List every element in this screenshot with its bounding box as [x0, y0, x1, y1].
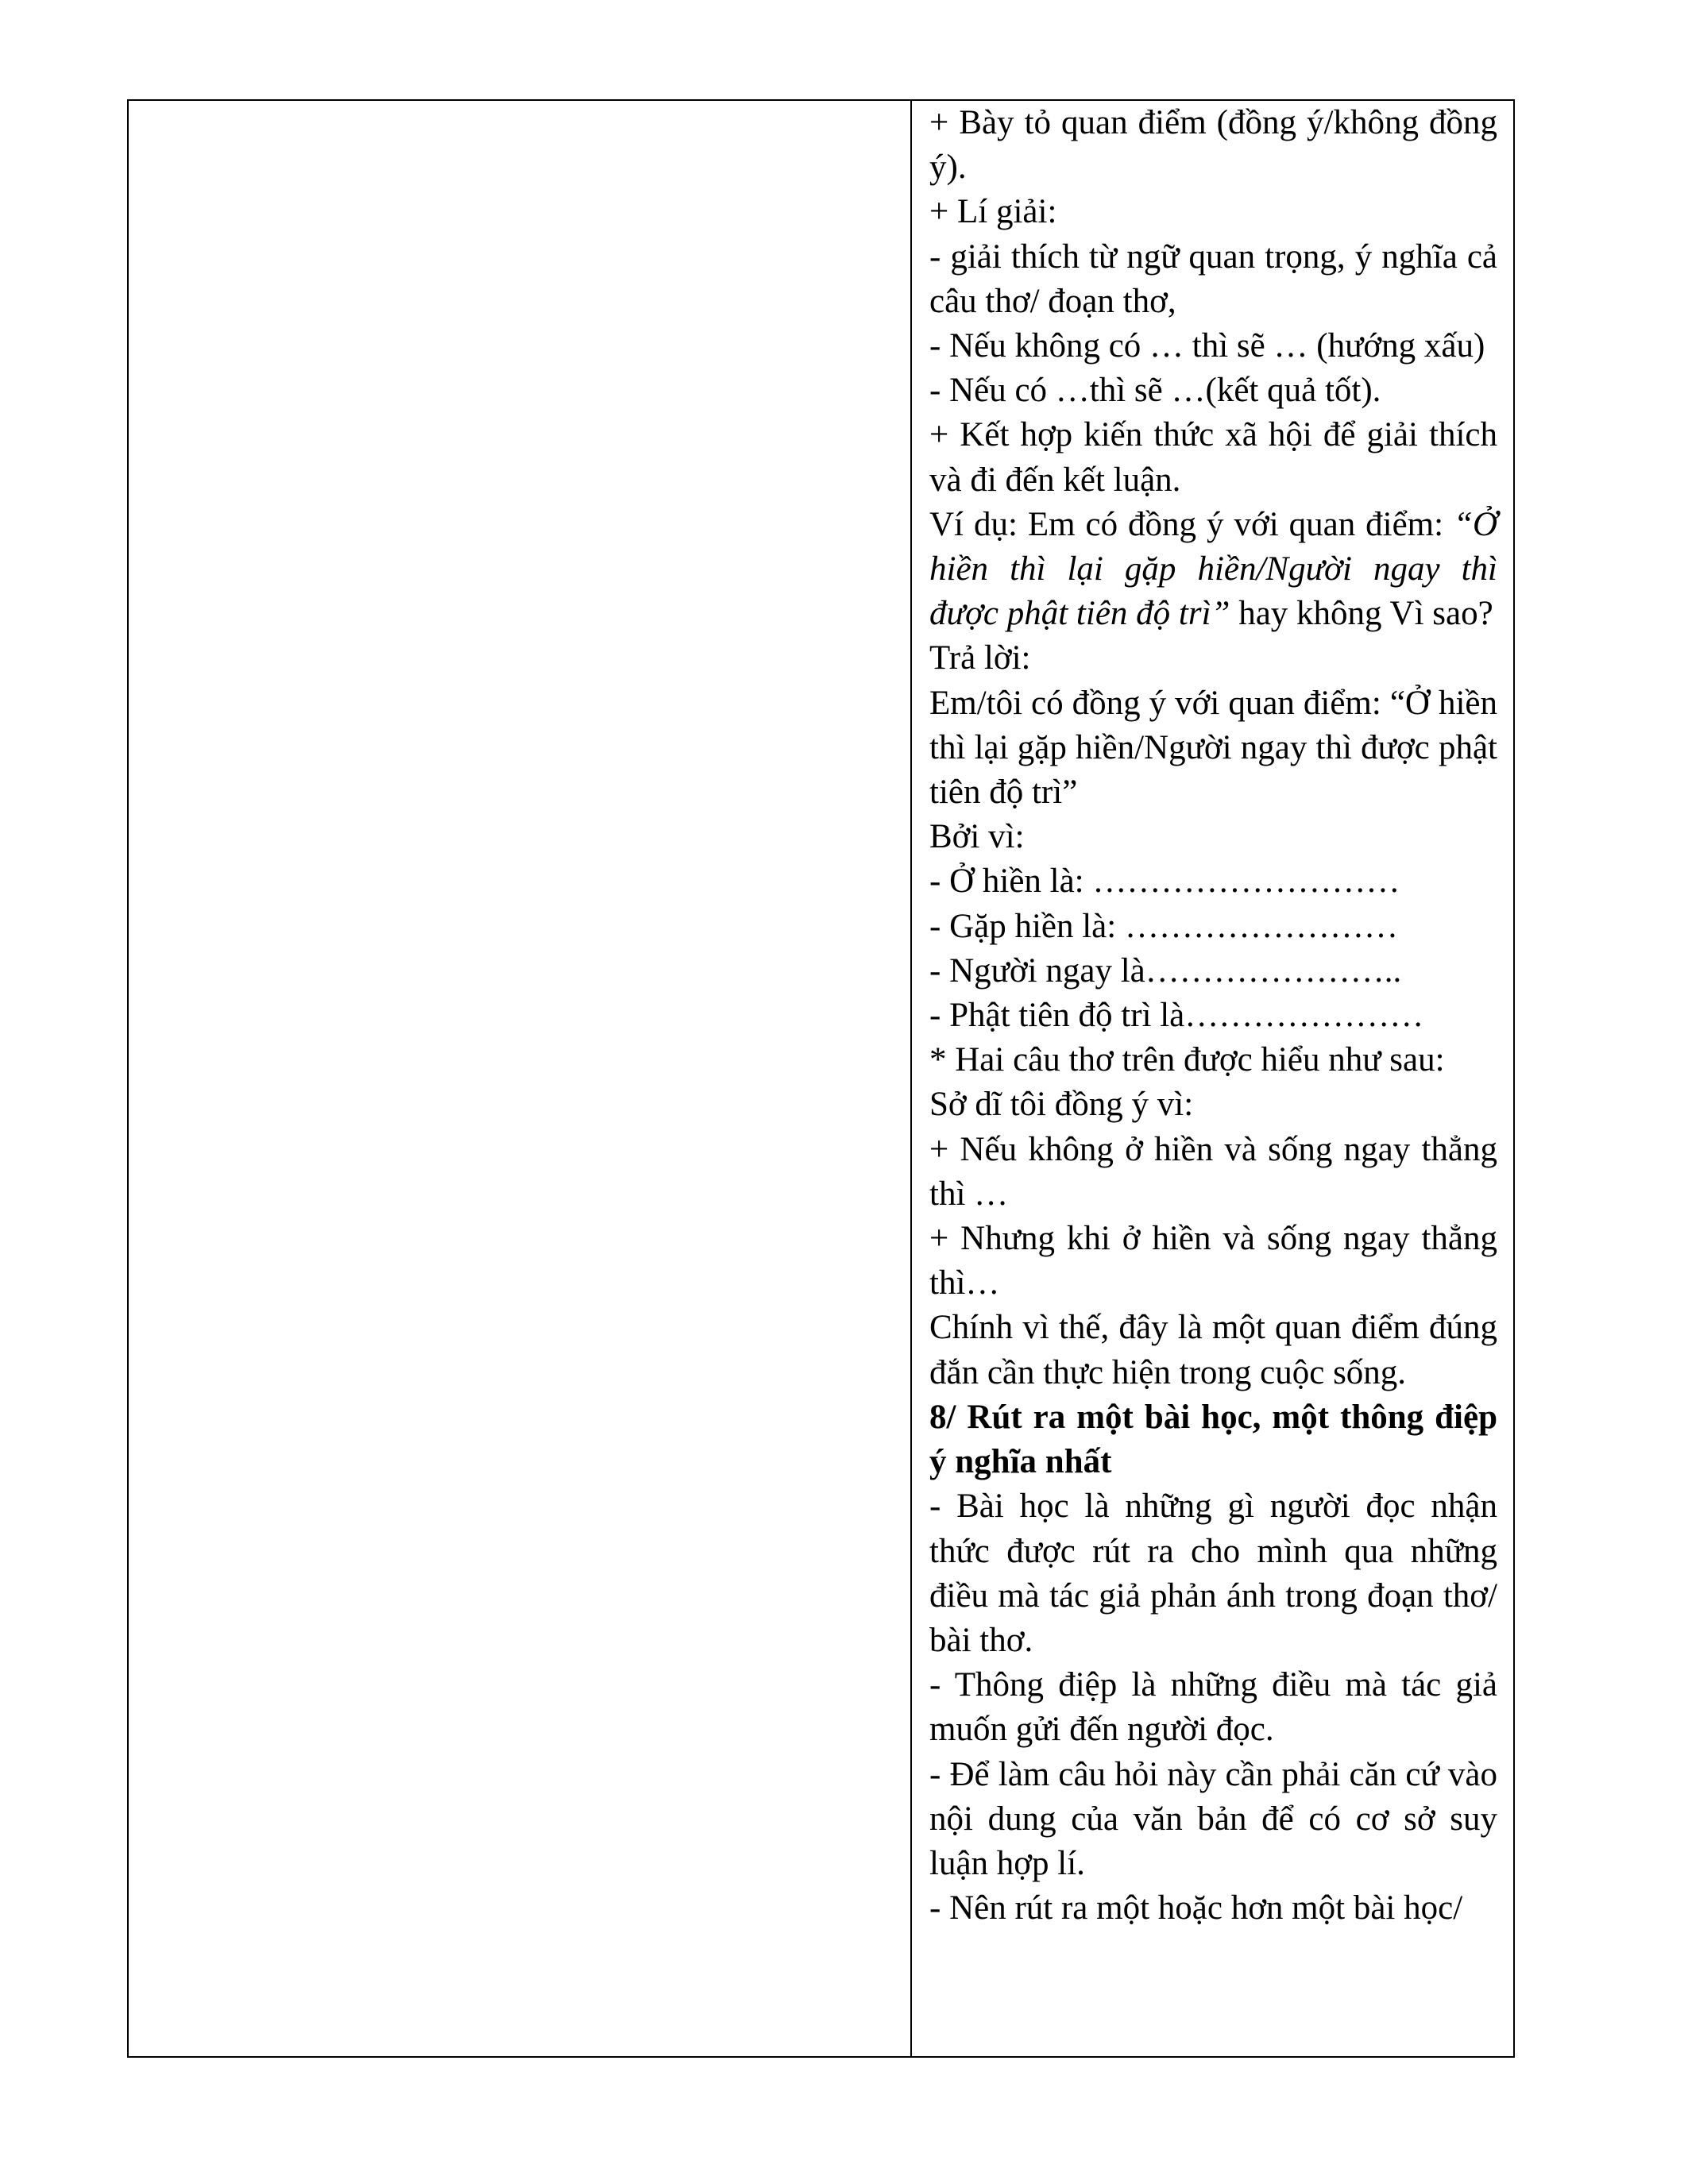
example-lead: Ví dụ: Em có đồng ý với quan điểm: — [929, 505, 1454, 543]
paragraph: Trả lời: — [929, 639, 1031, 677]
paragraph: Chính vì thế, đây là một quan điểm đúng đắn cần thực hiện trong cuộc sống. — [929, 1309, 1497, 1391]
section-heading: 8/ Rút ra một bài học, một thông điệp ý nghĩa nhất — [929, 1398, 1497, 1481]
paragraph: - Nếu có …thì sẽ …(kết quả tốt). — [929, 372, 1381, 410]
content-table — [127, 99, 1515, 2058]
paragraph: - Bài học là những gì người đọc nhận thức được rút ra cho mình qua những điều mà tác giả phản ánh trong đoạn thơ/ bài thơ. — [929, 1488, 1497, 1659]
paragraph: + Lí giải: — [929, 193, 1057, 231]
paragraph: - giải thích từ ngữ quan trọng, ý nghĩa cả câu thơ/ đoạn thơ, — [929, 237, 1497, 320]
paragraph: - Nếu không có … thì sẽ … (hướng xấu) — [929, 327, 1485, 365]
example-paragraph — [929, 503, 1497, 637]
table-cell-right — [914, 101, 1513, 2056]
table-cell-left — [129, 101, 912, 2056]
paragraph: - Người ngay là………………….. — [929, 951, 1402, 990]
paragraph: - Gặp hiền là: …………………… — [929, 907, 1398, 945]
example-quote: “Ở hiền thì lại gặp hiền/Người ngay thì được phật tiên độ trì” — [929, 505, 1497, 633]
paragraph: - Thông điệp là những điều mà tác giả muốn gửi đến người đọc. — [929, 1666, 1497, 1749]
paragraph: + Bày tỏ quan điểm (đồng ý/không đồng ý). — [929, 104, 1497, 187]
paragraph: - Để làm câu hỏi này cần phải căn cứ vào nội dung của văn bản để có cơ sở suy luận hợp lí. — [929, 1755, 1497, 1882]
paragraph: - Ở hiền là: ……………………… — [929, 862, 1400, 901]
paragraph: + Nếu không ở hiền và sống ngay thẳng thì … — [929, 1130, 1497, 1213]
paragraph: + Kết hợp kiến thức xã hội để giải thích và đi đến kết luận. — [929, 416, 1497, 499]
paragraph: + Nhưng khi ở hiền và sống ngay thẳng thì… — [929, 1220, 1497, 1302]
paragraph: - Nên rút ra một hoặc hơn một bài học/ — [929, 1889, 1463, 1927]
paragraph: Sở dĩ tôi đồng ý vì: — [929, 1086, 1194, 1124]
example-tail: hay không Vì sao? — [1230, 595, 1493, 633]
paragraph: Bởi vì: — [929, 818, 1025, 856]
paragraph: * Hai câu thơ trên được hiểu như sau: — [929, 1041, 1445, 1079]
paragraph: - Phật tiên độ trì là………………… — [929, 997, 1424, 1035]
paragraph: Em/tôi có đồng ý với quan điểm: “Ở hiền thì lại gặp hiền/Người ngay thì được phật tiên độ trì” — [929, 684, 1497, 812]
